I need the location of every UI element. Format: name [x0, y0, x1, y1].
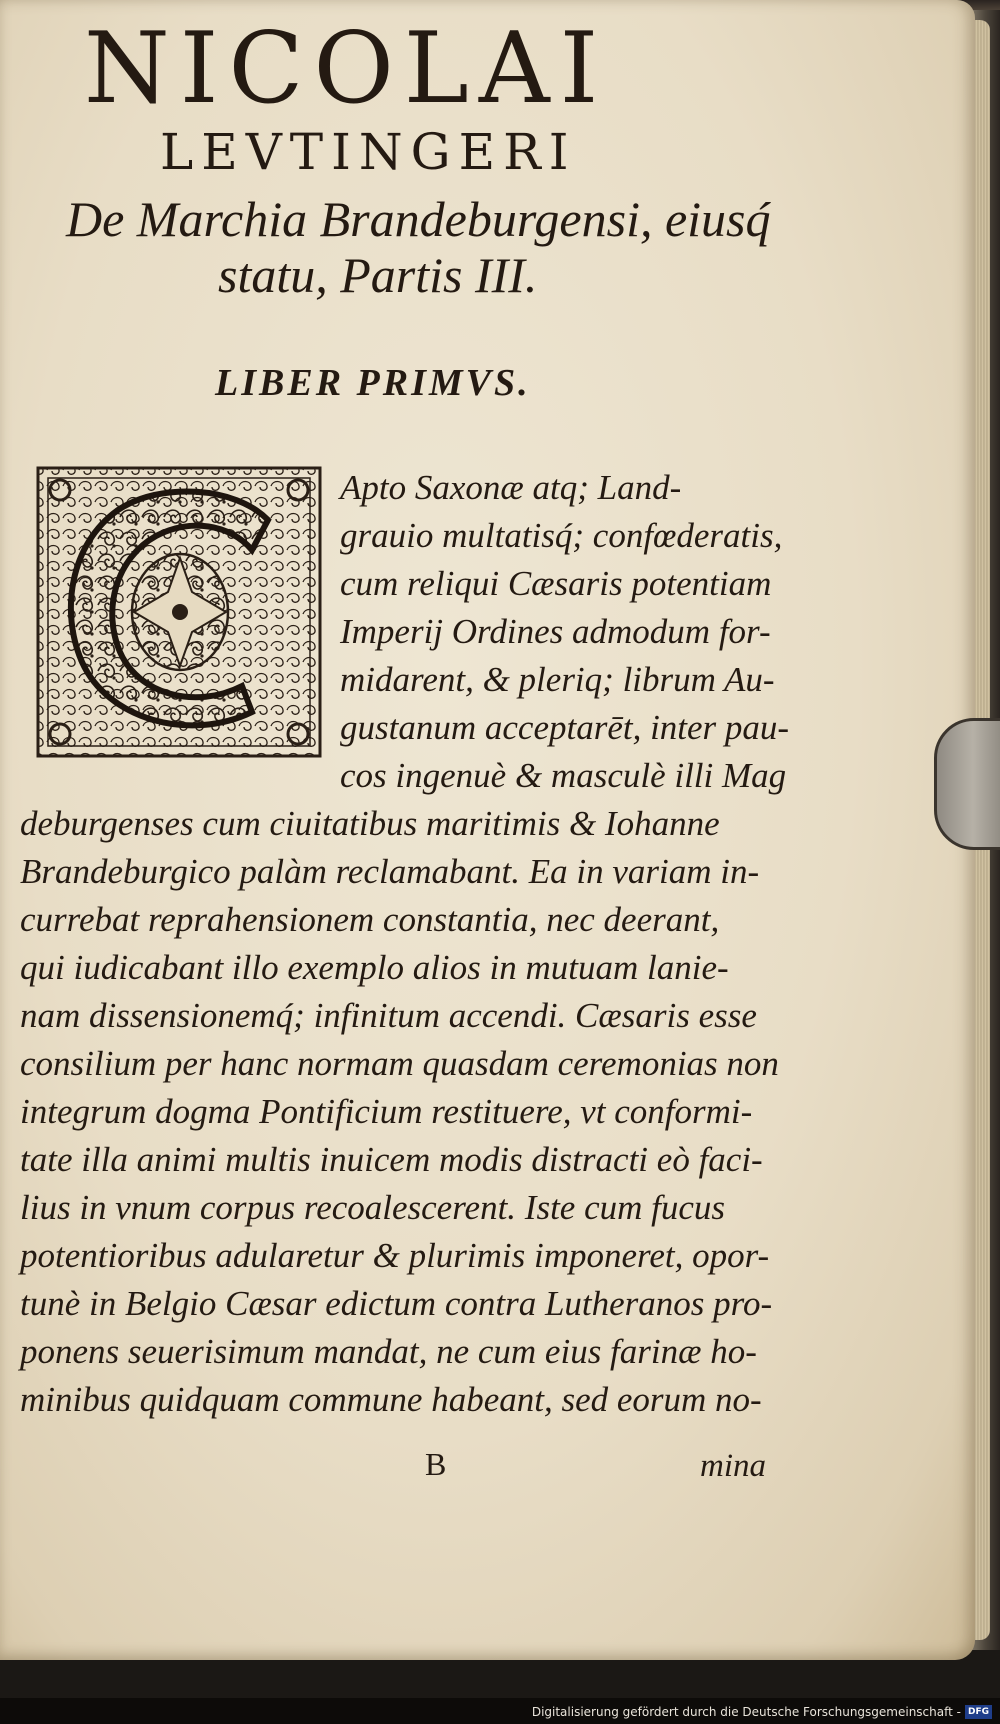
decorated-initial-woodcut — [30, 462, 328, 762]
text-line-16: lius in vnum corpus recoalescerent. Iste cum fucus — [20, 1188, 726, 1227]
text-line-19: ponens seuerisimum mandat, ne cum eius farinæ ho- — [20, 1332, 757, 1371]
text-line-8: deburgenses cum ciuitatibus maritimis & Iohanne — [20, 804, 720, 843]
funding-credit-text: Digitalisierung gefördert durch die Deutsche Forschungsgemeinschaft - — [531, 1705, 961, 1719]
text-line-6: gustanum acceptarēt, inter pau- — [340, 708, 790, 747]
text-line-1: Apto Saxonæ atq; Land- — [340, 468, 682, 507]
text-line-4: Imperij Ordines admodum for- — [340, 612, 771, 651]
text-line-15: tate illa animi multis inuicem modis distracti eò faci- — [20, 1140, 763, 1179]
work-title-line-1: De Marchia Brandeburgensi, eiusq́ — [66, 191, 771, 247]
decorated-initial — [30, 462, 328, 762]
section-title: LIBER PRIMVS. — [215, 362, 531, 404]
text-line-18: tunè in Belgio Cæsar edictum contra Lutheranos pro- — [20, 1284, 773, 1323]
text-line-13: consilium per hanc normam quasdam ceremonias non — [20, 1044, 779, 1083]
author-name: NICOLAI — [84, 12, 609, 126]
text-line-2: grauio multatisq́; confœderatis, — [340, 516, 783, 555]
text-line-5: midarent, & pleriq; librum Au- — [340, 660, 775, 699]
work-title-line-2: statu, Partis III. — [218, 247, 538, 303]
catchword: mina — [700, 1448, 766, 1484]
funding-credit — [532, 1703, 992, 1721]
text-line-3: cum reliqui Cæsaris potentiam — [340, 564, 772, 603]
author-surname: LEVTINGERI — [160, 123, 577, 181]
text-line-7: cos ingenuè & masculè illi Mag — [340, 756, 787, 795]
signature-mark: B — [425, 1446, 447, 1482]
text-line-14: integrum dogma Pontificium restituere, vt conformi- — [20, 1092, 753, 1131]
text-line-10: currebat reprahensionem constantia, nec deerant, — [20, 900, 720, 939]
text-line-17: potentioribus adularetur & plurimis imponeret, opor- — [20, 1236, 770, 1275]
text-line-9: Brandeburgico palàm reclamabant. Ea in variam in- — [20, 852, 760, 891]
thumb-tab — [934, 718, 1000, 850]
text-line-11: qui iudicabant illo exemplo alios in mutuam lanie- — [20, 948, 729, 987]
dfg-logo: DFG — [965, 1705, 992, 1719]
text-line-12: nam dissensionemq́; infinitum accendi. Cæsaris esse — [20, 996, 757, 1035]
text-line-20: minibus quidquam commune habeant, sed eorum no- — [20, 1380, 762, 1419]
